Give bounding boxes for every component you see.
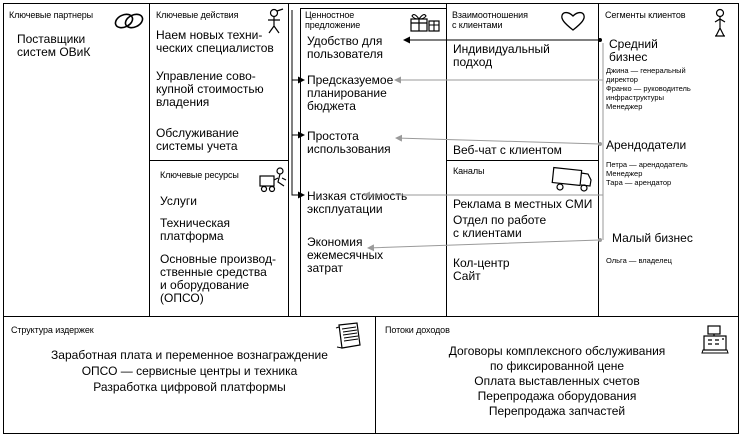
value-line: Удобство для [307,34,383,48]
value-line: пользователя [307,47,383,61]
relationships-header-line: Взаимоотношения [452,10,528,20]
channel-line: Кол-центр [453,256,510,270]
connector-dot [598,142,602,146]
activity-line: владения [156,95,210,109]
connector-dot [598,38,602,42]
segment-line: Средний [609,37,658,51]
segment-line: бизнес [609,50,648,64]
resources-item-1: Услуги [160,194,197,208]
revenue-line: Договоры комплексного обслуживания [448,344,666,358]
connector-resources [292,135,304,195]
resources-header: Ключевые ресурсы [160,170,239,180]
segment-person: Джина — генеральный [606,66,686,75]
channel-line: Сайт [453,269,481,283]
resource-line: платформа [160,229,224,243]
segment-person: Менеджер [606,102,643,111]
value-line: использования [307,142,391,156]
revenue-line: Оплата выставленных счетов [474,374,640,388]
relationship-line: подход [453,55,493,69]
segment-3-people: Ольга — владелец [606,256,672,265]
value-header-line: предложение [305,20,361,30]
segment-person: директор [606,75,638,84]
segment-person: Тара — арендатор [606,178,672,187]
value-line: Предсказуемое [307,73,394,87]
value-line: планирование [307,86,387,100]
cost-line: ОПСО — сервисные центры и техника [81,364,298,378]
channels-header: Каналы [453,166,485,176]
cost-line: Заработная плата и переменное вознаграждение [51,348,328,362]
revenue-line: Перепродажа оборудования [477,389,637,403]
connector-activity-1 [292,10,304,80]
activity-line: системы учета [156,139,238,153]
resource-line: (ОПСО) [160,291,204,305]
partners-line: систем ОВиК [17,45,91,59]
segment-person: Франко — руководитель [606,84,691,93]
activity-line: купной стоимостью [156,82,264,96]
relationship-line: Индивидуальный [453,42,550,56]
connector-segment-1b [395,43,603,80]
activity-line: Управление сово- [156,69,256,83]
value-line: Простота [307,129,359,143]
activities-header: Ключевые действия [156,10,239,20]
connector-dot [598,238,602,242]
segment-person: инфраструктуры [606,93,664,102]
connector-activity-3 [292,80,304,135]
partners-line: Поставщики [17,32,86,46]
relationships-item-2: Веб-чат с клиентом [453,143,562,157]
revenue-line: Перепродажа запчастей [488,404,626,418]
revenue-line: по фиксированной цене [489,359,625,373]
segment-person: Менеджер [606,169,643,178]
value-line: Экономия [307,235,363,249]
connector-segment-2 [396,80,603,144]
segments-header: Сегменты клиентов [605,10,686,20]
connector-segment-2b [364,144,603,195]
connector-segment-3 [368,195,603,248]
cost-line: Разработка цифровой платформы [93,380,286,394]
resource-line: ственные средства [160,265,267,279]
channel-line: Отдел по работе [453,213,547,227]
relationships-header-line: с клиентами [452,20,503,30]
segment-3: Малый бизнес [612,231,693,245]
value-line: ежемесячных [307,248,384,262]
segment-person: Петра — арендодатель [606,160,688,169]
channel-line: с клиентами [453,226,522,240]
value-line: эксплуатации [307,202,383,216]
activity-line: Наем новых техни- [156,28,263,42]
value-line: бюджета [307,99,356,113]
activity-line: ческих специалистов [156,41,274,55]
channels-item-1: Реклама в местных СМИ [453,197,593,211]
partners-header: Ключевые партнеры [9,10,94,20]
resource-line: и оборудование [160,278,249,292]
activity-line: Обслуживание [156,126,239,140]
value-header-line: Ценностное [305,10,355,20]
revenue-header: Потоки доходов [385,325,450,335]
value-line: затрат [307,261,343,275]
resource-line: Основные производ- [160,252,276,266]
segment-2: Арендодатели [606,138,687,152]
resource-line: Техническая [160,216,231,230]
costs-header: Структура издержек [11,325,94,335]
value-line: Низкая стоимость [307,189,408,203]
